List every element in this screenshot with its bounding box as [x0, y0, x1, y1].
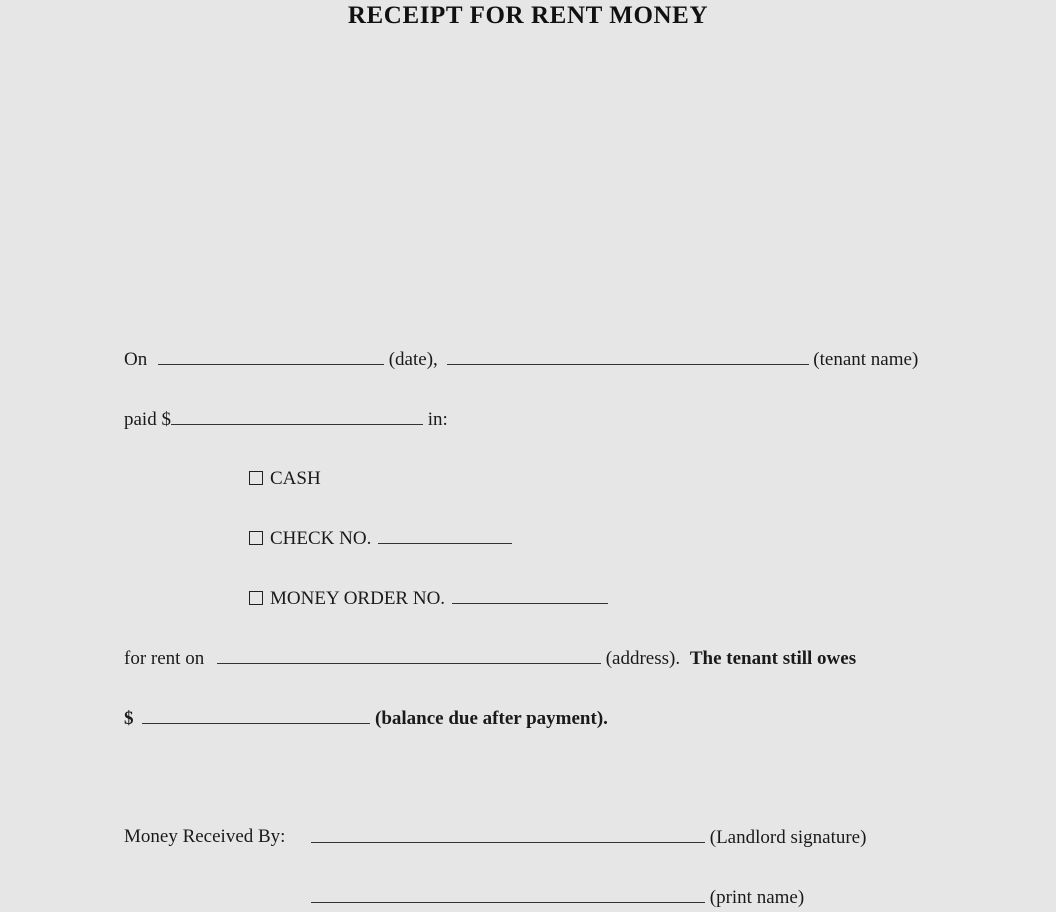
print-name-label: (print name): [709, 887, 805, 908]
address-label: (address).: [605, 648, 681, 669]
checkbox-icon[interactable]: [249, 531, 263, 545]
paid-amount-row: [124, 408, 448, 431]
checkbox-icon[interactable]: [249, 591, 263, 605]
tenant-name-field[interactable]: [447, 348, 809, 365]
address-row: [124, 647, 856, 670]
signature-row: [124, 826, 285, 848]
check-number-field[interactable]: [378, 527, 512, 544]
money-received-by-label: Money Received By:: [124, 826, 286, 847]
payment-option-check[interactable]: [249, 527, 512, 550]
balance-row: [124, 707, 608, 730]
date-label: (date),: [388, 349, 438, 370]
money-order-number-field[interactable]: [452, 587, 608, 604]
document-title: RECEIPT FOR RENT MONEY: [347, 2, 709, 29]
address-field[interactable]: [217, 647, 601, 664]
tenant-owes-text: The tenant still owes: [689, 648, 857, 669]
print-name-line: [311, 886, 804, 909]
on-label: On: [124, 349, 148, 370]
dollar-sign: $: [124, 708, 134, 729]
paid-amount-field[interactable]: [171, 408, 423, 425]
landlord-signature-line: [311, 826, 866, 849]
date-tenant-row: [124, 348, 918, 371]
in-label: in:: [427, 409, 448, 430]
date-field[interactable]: [158, 348, 384, 365]
payment-option-money-order[interactable]: [249, 587, 608, 610]
paid-label: paid $: [124, 409, 171, 430]
money-order-label: MONEY ORDER NO.: [270, 588, 446, 609]
for-rent-on-label: for rent on: [124, 648, 205, 669]
balance-label: (balance due after payment).: [375, 708, 608, 729]
checkbox-icon[interactable]: [249, 471, 263, 485]
tenant-name-label: (tenant name): [813, 349, 919, 370]
check-label: CHECK NO.: [270, 528, 372, 549]
landlord-signature-label: (Landlord signature): [709, 827, 867, 848]
cash-label: CASH: [270, 468, 321, 489]
balance-field[interactable]: [142, 707, 370, 724]
print-name-field[interactable]: [311, 886, 705, 903]
payment-option-cash[interactable]: [249, 468, 321, 490]
landlord-signature-field[interactable]: [311, 826, 705, 843]
